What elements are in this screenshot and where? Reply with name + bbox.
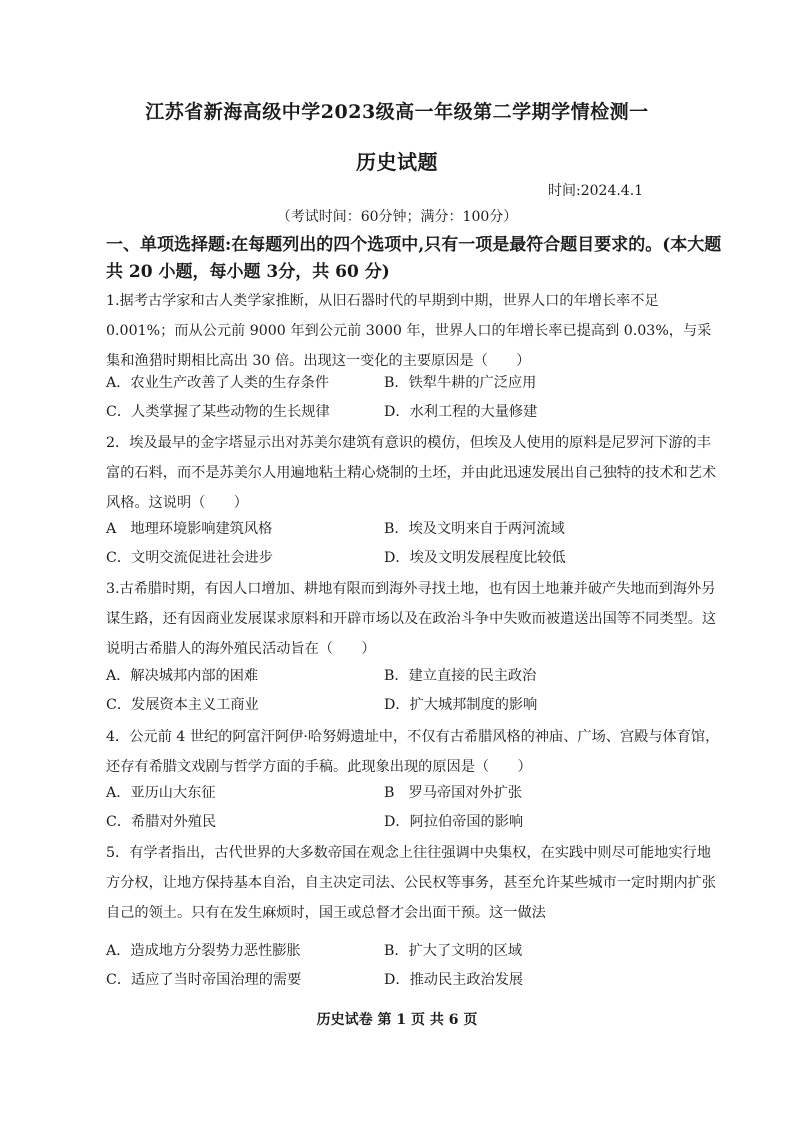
question-5-stem: 5．有学者指出，古代世界的大多数帝国在观念上往往强调中央集权，在实践中则尽可能地实行地方分权，让地方保持基本自治，自主决定司法、公民权等事务，甚至允许某些城市一定时期内扩张自己的领土。只有在发生麻烦时，国王或总督才会出面干预。这一做法 <box>106 845 717 921</box>
option-c: C．人类掌握了某些动物的生长规律 <box>106 404 330 420</box>
option-row <box>106 662 722 691</box>
question-2-stem: 2．埃及最早的金字塔显示出对苏美尔建筑有意识的模仿，但埃及人使用的原料是尼罗河下游的丰富的石料，而不是苏美尔人用遍地粘土精心烧制的土坯，并由此迅速发展出自己独特的技术和艺术风格。这说明（ ） <box>106 435 717 511</box>
question-3-options <box>106 662 722 720</box>
option-row <box>106 808 722 837</box>
question-5-options <box>106 937 722 995</box>
subject-title: 历史试题 <box>356 150 438 174</box>
exam-info: （考试时间：60分钟；满分：100分） <box>276 209 518 225</box>
option-c: C．希腊对外殖民 <box>106 814 217 830</box>
section-heading: 一、单项选择题:在每题列出的四个选项中,只有一项是最符合题目要求的。(本大题共 20 小题，每小题 3分，共 60 分) <box>106 235 722 282</box>
question-1-options <box>106 369 722 427</box>
option-row <box>106 779 722 808</box>
option-a: A．解决城邦内部的困难 <box>106 668 259 684</box>
question-4-stem: 4．公元前 4 世纪的阿富汗阿伊·哈努姆遗址中，不仅有古希腊风格的神庙、广场、宫殿与体育馆，还存有希腊文戏剧与哲学方面的手稿。此现象出现的原因是（ ） <box>106 729 720 775</box>
option-d: D．扩大城邦制度的影响 <box>384 697 538 713</box>
option-row <box>106 369 722 398</box>
option-d: D．推动民主政治发展 <box>384 972 524 988</box>
option-a: A 地理环境影响建筑风格 <box>106 521 273 537</box>
option-d: D．阿拉伯帝国的影响 <box>384 814 524 830</box>
option-a: A．亚历山大东征 <box>106 785 216 801</box>
option-b: B．铁犁牛耕的广泛应用 <box>384 375 537 391</box>
option-c: C．文明交流促进社会进步 <box>106 550 273 566</box>
option-a: A．造成地方分裂势力恶性膨胀 <box>106 943 301 959</box>
option-row <box>106 515 722 544</box>
page-footer: 历史试卷 第 1 页 共 6 页 <box>316 1012 478 1028</box>
option-b: B 罗马帝国对外扩张 <box>384 785 523 801</box>
option-row <box>106 398 722 427</box>
option-row <box>106 691 722 720</box>
exam-title: 江苏省新海高级中学2023级高一年级第二学期学情检测一 <box>145 101 649 123</box>
option-b: B．扩大了文明的区域 <box>384 943 523 959</box>
option-c: C．适应了当时帝国治理的需要 <box>106 972 302 988</box>
question-2-options <box>106 515 722 573</box>
option-d: D．水利工程的大量修建 <box>384 404 538 420</box>
question-3-stem: 3.古希腊时期，有因人口增加、耕地有限而到海外寻找土地，也有因土地兼并破产失地而到海外另谋生路，还有因商业发展谋求原料和开辟市场以及在政治斗争中失败而被遣送出国等不同类型。这说明古希腊人的海外殖民活动旨在（ ） <box>106 581 717 657</box>
option-d: D．埃及文明发展程度比较低 <box>384 550 566 566</box>
option-b: B．建立直接的民主政治 <box>384 668 537 684</box>
option-row <box>106 544 722 573</box>
option-b: B．埃及文明来自于两河流域 <box>384 521 565 537</box>
option-c: C．发展资本主义工商业 <box>106 697 259 713</box>
question-4-options <box>106 779 722 837</box>
option-row <box>106 966 722 995</box>
question-1-stem: 1.据考古学家和古人类学家推断，从旧石器时代的早期到中期，世界人口的年增长率不足0.001%；而从公元前 9000 年到公元前 3000 年，世界人口的年增长率已提高到 0.03%，与采集和渔猎时期相比高出 30 倍。出现这一变化的主要原因是（ ） <box>106 293 712 369</box>
option-row <box>106 937 722 966</box>
exam-date: 时间:2024.4.1 <box>548 183 644 199</box>
option-a: A．农业生产改善了人类的生存条件 <box>106 375 330 391</box>
